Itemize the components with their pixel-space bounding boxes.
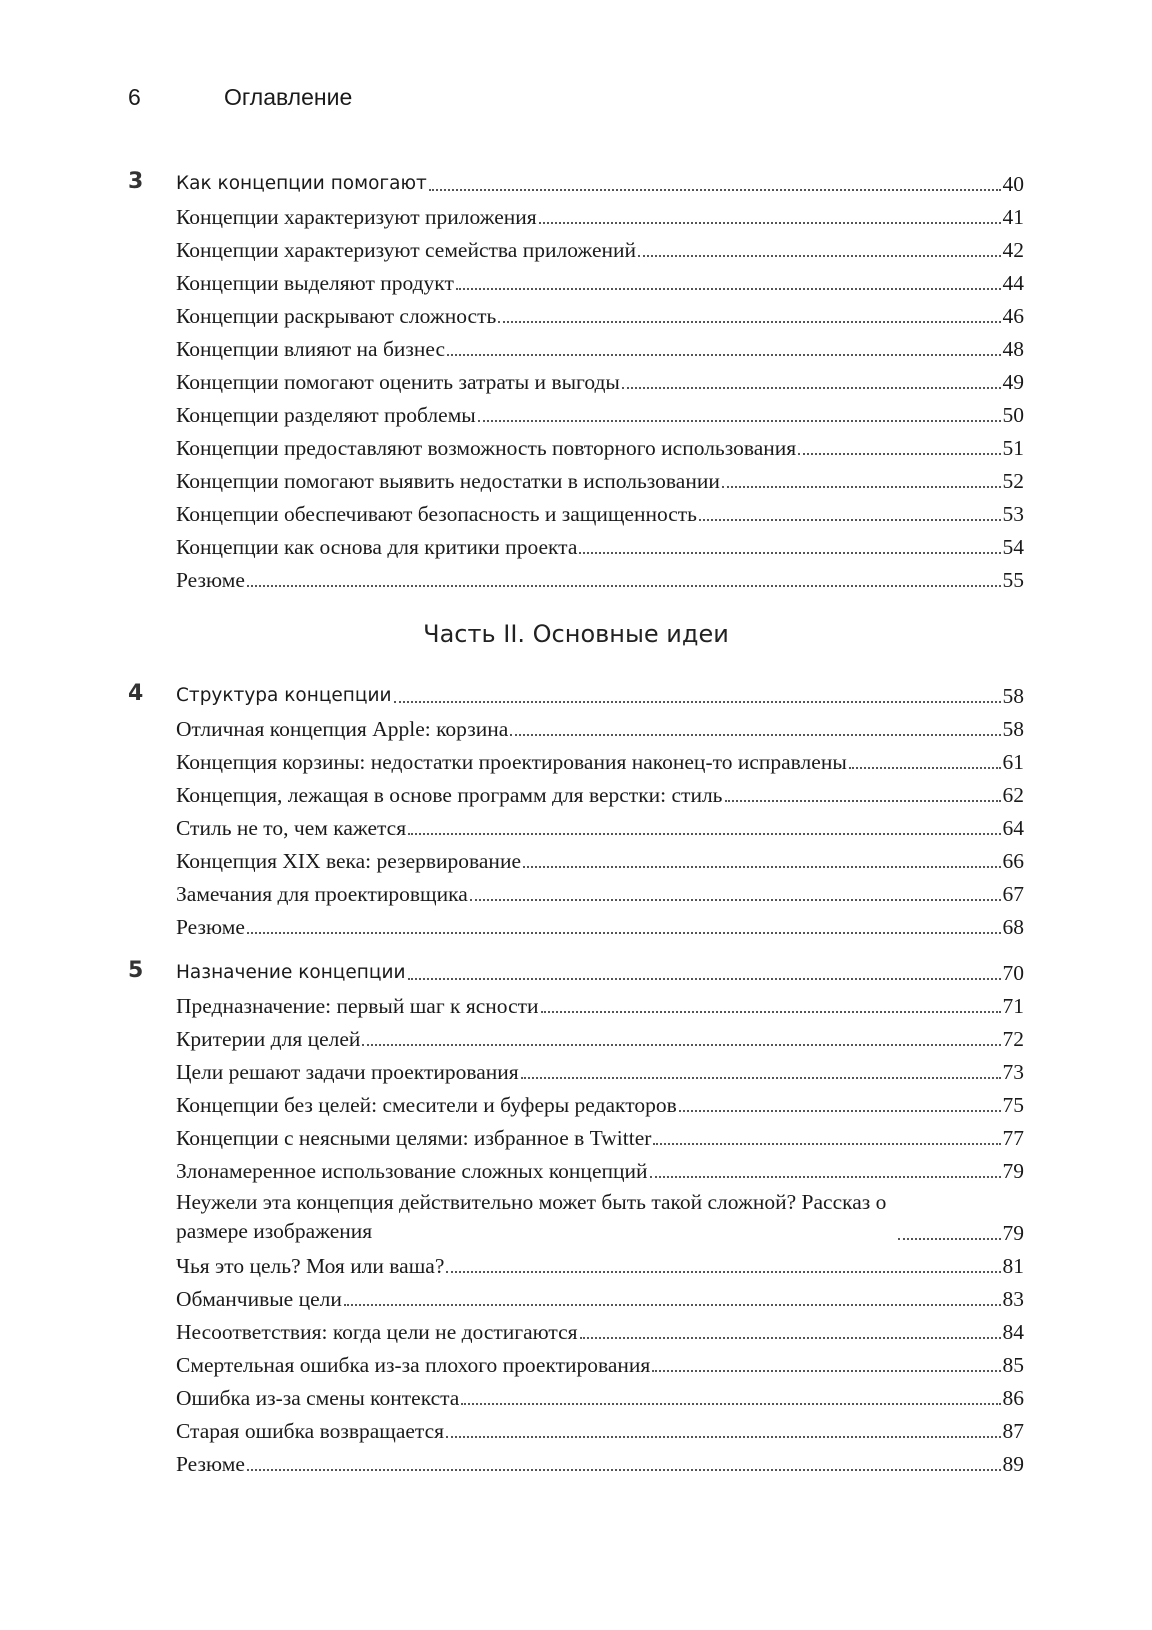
- chapter-title: Как концепции помогают: [176, 173, 427, 194]
- toc-entry[interactable]: [128, 1085, 1024, 1118]
- entry-title: Цели решают задачи проектирования: [176, 1060, 519, 1084]
- entry-title: Отличная концепция Apple: корзина: [176, 717, 509, 741]
- toc-entry[interactable]: [128, 197, 1024, 230]
- page-ref: 58: [1002, 717, 1024, 741]
- dot-leader: [408, 833, 1000, 835]
- page-ref: 46: [1002, 304, 1024, 328]
- dot-leader: [362, 1044, 1000, 1046]
- toc-entry[interactable]: [128, 841, 1024, 874]
- page-ref: 79: [1002, 1221, 1024, 1245]
- page-ref: 86: [1002, 1386, 1024, 1410]
- dot-leader: [650, 1176, 1001, 1178]
- dot-leader: [429, 189, 1001, 191]
- page-ref: 62: [1002, 783, 1024, 807]
- entry-title: Старая ошибка возвращается: [176, 1419, 445, 1443]
- toc-entry[interactable]: [128, 1345, 1024, 1378]
- page-ref: 58: [1002, 684, 1024, 708]
- toc-entry[interactable]: [128, 709, 1024, 742]
- entry-title: Неужели эта концепция действительно может быть такой сложной? Рассказ о размере изображения: [176, 1190, 887, 1243]
- page-ref: 53: [1002, 502, 1024, 526]
- dot-leader: [394, 701, 1001, 703]
- toc-entry[interactable]: [128, 907, 1024, 940]
- chapter-number: 5: [128, 958, 144, 983]
- page-ref: 87: [1002, 1419, 1024, 1443]
- entry-title: Концепции характеризуют приложения: [176, 205, 537, 229]
- running-head-title: Оглавление: [224, 84, 353, 110]
- entry-title: Концепции помогают оценить затраты и выгоды: [176, 370, 620, 394]
- dot-leader: [447, 354, 1000, 356]
- entry-title: Резюме: [176, 915, 245, 939]
- entry-title: Злонамеренное использование сложных концепций: [176, 1159, 648, 1183]
- dot-leader: [849, 767, 1001, 769]
- chapter-number: 3: [128, 169, 144, 194]
- page-ref: 70: [1002, 961, 1024, 985]
- dot-leader: [580, 1337, 1001, 1339]
- chapter-number: 4: [128, 681, 144, 706]
- page-ref: 40: [1002, 172, 1024, 196]
- page-ref: 85: [1002, 1353, 1024, 1377]
- dot-leader: [523, 866, 1001, 868]
- entry-title: Концепции влияют на бизнес: [176, 337, 446, 361]
- page-ref: 71: [1002, 994, 1024, 1018]
- dot-leader: [470, 899, 1001, 901]
- toc-entry[interactable]: [128, 1444, 1024, 1477]
- entry-title: Замечания для проектировщика: [176, 882, 468, 906]
- chapter-heading[interactable]: [128, 164, 1024, 197]
- dot-leader: [408, 978, 1001, 980]
- page-ref: 68: [1002, 915, 1024, 939]
- page-ref: 41: [1002, 205, 1024, 229]
- part-title: Часть II. Основные идеи: [423, 620, 729, 648]
- entry-title: Чья это цель? Моя или ваша?: [176, 1254, 445, 1278]
- toc-entry[interactable]: [128, 1118, 1024, 1151]
- toc-entry[interactable]: [128, 742, 1024, 775]
- chapter-title: Назначение концепции: [176, 962, 406, 983]
- page-ref: 77: [1002, 1126, 1024, 1150]
- toc-entry[interactable]: [128, 1378, 1024, 1411]
- dot-leader: [247, 1469, 1001, 1471]
- entry-title: Концепции помогают выявить недостатки в использовании: [176, 469, 720, 493]
- entry-title: Концепции характеризуют семейства приложений: [176, 238, 637, 262]
- toc-entry[interactable]: [128, 296, 1024, 329]
- entry-title: Ошибка из-за смены контекста: [176, 1386, 460, 1410]
- toc-entry[interactable]: [128, 527, 1024, 560]
- dot-leader: [699, 519, 1001, 521]
- toc-entry[interactable]: [128, 808, 1024, 841]
- page-ref: 55: [1002, 568, 1024, 592]
- toc-entry[interactable]: [128, 428, 1024, 461]
- toc-entry[interactable]: [128, 362, 1024, 395]
- dot-leader: [521, 1077, 1001, 1079]
- toc-entry[interactable]: [128, 461, 1024, 494]
- chapter-heading[interactable]: [128, 953, 1024, 986]
- dot-leader: [344, 1304, 1001, 1306]
- dot-leader: [247, 585, 1001, 587]
- toc-entry[interactable]: [128, 1019, 1024, 1052]
- toc-entry[interactable]: [128, 1052, 1024, 1085]
- toc-entry[interactable]: [128, 395, 1024, 428]
- page-ref: 67: [1002, 882, 1024, 906]
- toc-entry[interactable]: [128, 1246, 1024, 1279]
- dot-leader: [679, 1110, 1001, 1112]
- dot-leader: [898, 1238, 1001, 1240]
- entry-title: Концепция корзины: недостатки проектирования наконец-то исправлены: [176, 750, 847, 774]
- dot-leader: [541, 1011, 1001, 1013]
- chapter-5: [128, 953, 1024, 1477]
- dot-leader: [247, 932, 1001, 934]
- toc-entry[interactable]: [128, 874, 1024, 907]
- page-ref: 42: [1002, 238, 1024, 262]
- dot-leader: [446, 1271, 1000, 1273]
- chapter-heading[interactable]: [128, 676, 1024, 709]
- dot-leader: [653, 1143, 1000, 1145]
- dot-leader: [798, 453, 1000, 455]
- page-ref: 51: [1002, 436, 1024, 460]
- page-ref: 66: [1002, 849, 1024, 873]
- entry-title: Предназначение: первый шаг к ясности: [176, 994, 539, 1018]
- toc-entry[interactable]: [128, 1279, 1024, 1312]
- page-ref: 72: [1002, 1027, 1024, 1051]
- page-ref: 54: [1002, 535, 1024, 559]
- dot-leader: [461, 1403, 1000, 1405]
- toc-entry[interactable]: [128, 1312, 1024, 1345]
- page-ref: 84: [1002, 1320, 1024, 1344]
- dot-leader: [510, 734, 1000, 736]
- running-head: [128, 84, 352, 111]
- entry-title: Концепции выделяют продукт: [176, 271, 454, 295]
- dot-leader: [652, 1370, 1000, 1372]
- toc-entry[interactable]: [128, 494, 1024, 527]
- dot-leader: [498, 321, 1000, 323]
- chapter-title: Структура концепции: [176, 685, 392, 706]
- dot-leader: [579, 552, 1000, 554]
- entry-title: Концепция, лежащая в основе программ для верстки: стиль: [176, 783, 723, 807]
- page-ref: 48: [1002, 337, 1024, 361]
- dot-leader: [725, 800, 1001, 802]
- entry-title: Концепции предоставляют возможность повторного использования: [176, 436, 797, 460]
- page-ref: 44: [1002, 271, 1024, 295]
- page-ref: 81: [1002, 1254, 1024, 1278]
- page-ref: 89: [1002, 1452, 1024, 1476]
- entry-title: Концепции обеспечивают безопасность и защищенность: [176, 502, 697, 526]
- dot-leader: [478, 420, 1001, 422]
- entry-title: Концепция XIX века: резервирование: [176, 849, 521, 873]
- entry-title: Резюме: [176, 1452, 245, 1476]
- entry-title: Смертельная ошибка из-за плохого проектирования: [176, 1353, 651, 1377]
- toc-entry[interactable]: [128, 775, 1024, 808]
- toc-entry[interactable]: [128, 1411, 1024, 1444]
- dot-leader: [539, 222, 1001, 224]
- entry-title: Концепции с неясными целями: избранное в Twitter: [176, 1126, 652, 1150]
- page-ref: 73: [1002, 1060, 1024, 1084]
- chapter-4: [128, 676, 1024, 940]
- entry-title: Критерии для целей: [176, 1027, 361, 1051]
- entry-title: Резюме: [176, 568, 245, 592]
- page-ref: 49: [1002, 370, 1024, 394]
- toc-entry[interactable]: [128, 230, 1024, 263]
- toc-entry[interactable]: [128, 1151, 1024, 1184]
- page-ref: 50: [1002, 403, 1024, 427]
- toc-entry[interactable]: [128, 1184, 1024, 1246]
- page-ref: 75: [1002, 1093, 1024, 1117]
- entry-title: Концепции как основа для критики проекта: [176, 535, 578, 559]
- dot-leader: [638, 255, 1000, 257]
- page-ref: 83: [1002, 1287, 1024, 1311]
- page-ref: 79: [1002, 1159, 1024, 1183]
- entry-title: Концепции без целей: смесители и буферы редакторов: [176, 1093, 677, 1117]
- page-ref: 64: [1002, 816, 1024, 840]
- dot-leader: [622, 387, 1001, 389]
- entry-title: Концепции раскрывают сложность: [176, 304, 497, 328]
- dot-leader: [456, 288, 1001, 290]
- dot-leader: [446, 1436, 1000, 1438]
- toc-entry[interactable]: [128, 986, 1024, 1019]
- page-number: 6: [128, 84, 141, 110]
- toc-entry[interactable]: [128, 329, 1024, 362]
- chapter-3: [128, 164, 1024, 593]
- page-ref: 61: [1002, 750, 1024, 774]
- dot-leader: [722, 486, 1001, 488]
- page-ref: 52: [1002, 469, 1024, 493]
- entry-title: Несоответствия: когда цели не достигаются: [176, 1320, 578, 1344]
- entry-title: Концепции разделяют проблемы: [176, 403, 476, 427]
- toc-entry[interactable]: [128, 560, 1024, 593]
- toc-entry[interactable]: [128, 263, 1024, 296]
- entry-title: Обманчивые цели: [176, 1287, 342, 1311]
- entry-title: Стиль не то, чем кажется: [176, 816, 407, 840]
